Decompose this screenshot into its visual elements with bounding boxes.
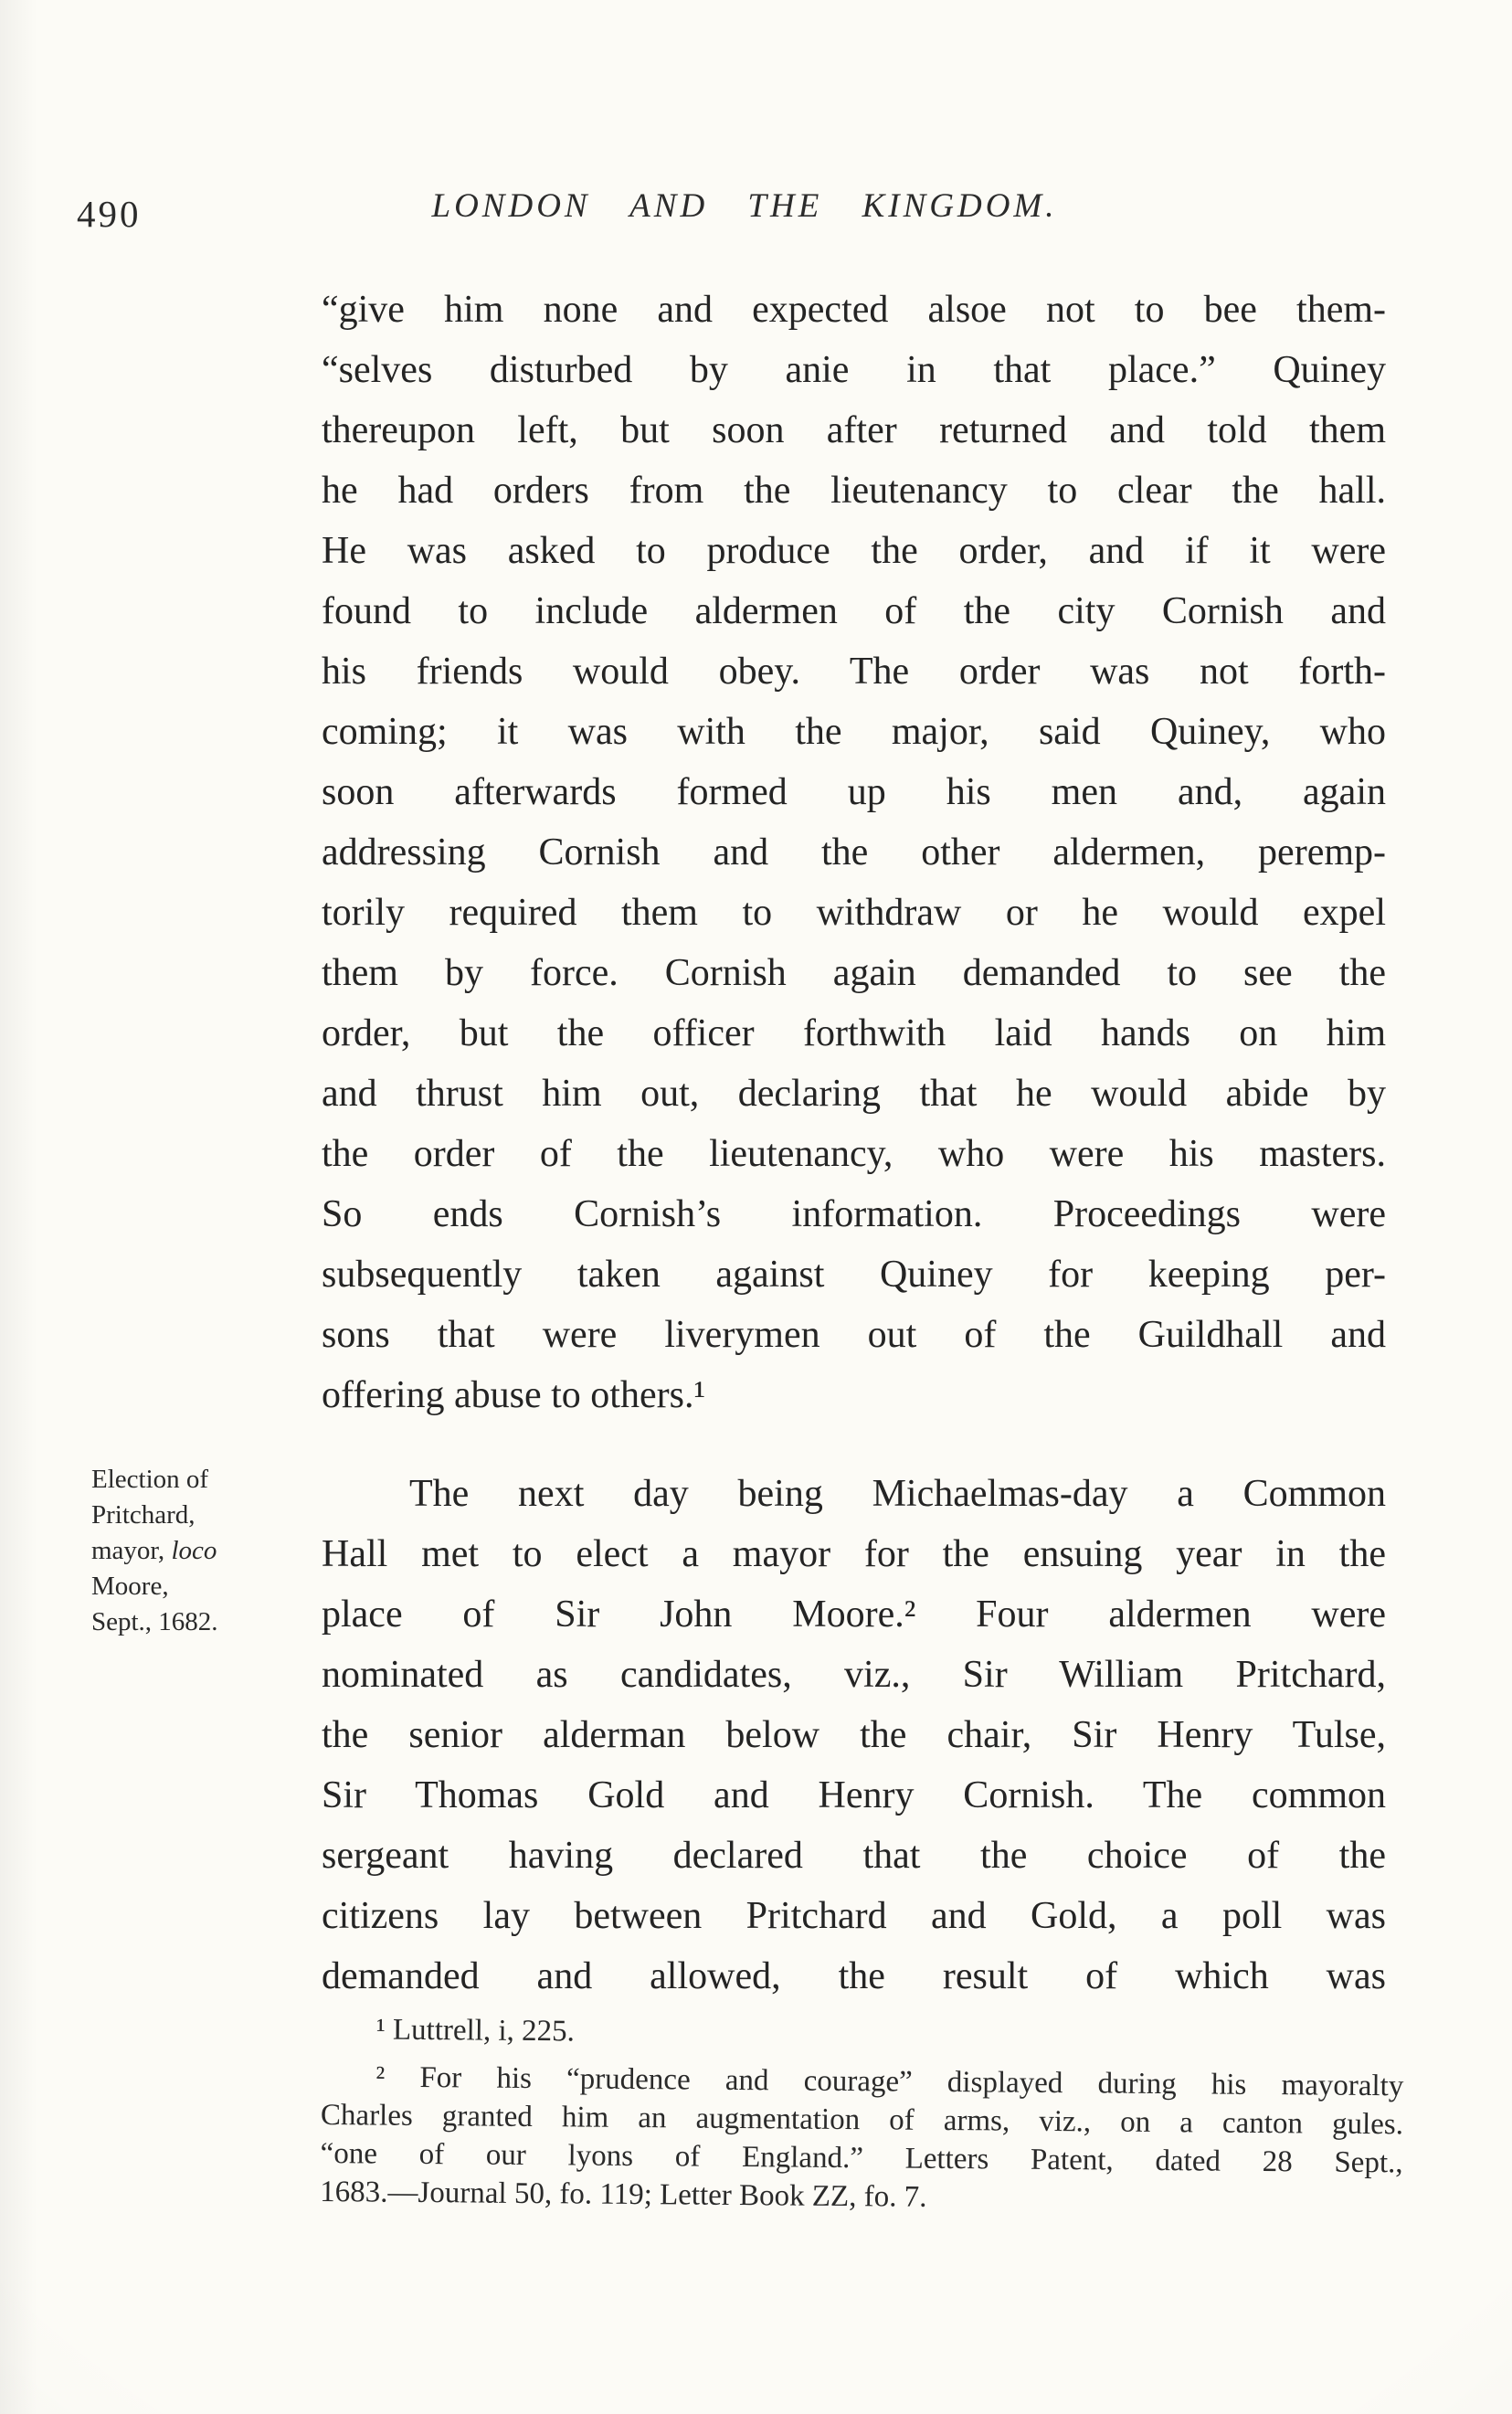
text-line: “give him none and expected alsoe not to bee them- (322, 289, 1386, 331)
text-line: thereupon left, but soon after returned and told them (322, 409, 1386, 451)
text-line: and thrust him out, declaring that he would abide by (322, 1073, 1386, 1115)
text-line: “one of our lyons of England.” Letters Patent, dated 28 Sept., (320, 2136, 1403, 2180)
paragraph (322, 280, 1386, 1425)
text-line: them by force. Cornish again demanded to see the (322, 952, 1386, 994)
margin-note-line: Moore, (91, 1572, 169, 1601)
margin-note-text-italic: loco (171, 1536, 217, 1565)
text-line: the order of the lieutenancy, who were his masters. (322, 1133, 1386, 1175)
text-line: nominated as candidates, viz., Sir William Pritchard, (322, 1654, 1386, 1696)
margin-note-text: mayor, (91, 1536, 172, 1565)
text-line: citizens lay between Pritchard and Gold, a poll was (322, 1895, 1386, 1937)
text-line: torily required them to withdraw or he would expel (322, 892, 1386, 934)
text-line: coming; it was with the major, said Quiney, who (322, 711, 1386, 753)
margin-note-line (91, 1533, 333, 1569)
margin-note-line: Sept., 1682. (91, 1607, 218, 1636)
text-line: sergeant having declared that the choice of the (322, 1835, 1386, 1877)
body-text (322, 280, 1386, 2006)
text-line: 1683.—Journal 50, fo. 119; Letter Book ZZ, fo. 7. (320, 2175, 927, 2214)
text-line: the senior alderman below the chair, Sir Henry Tulse, (322, 1714, 1386, 1756)
paragraph (322, 2010, 1404, 2058)
text-line: demanded and allowed, the result of which was (322, 1955, 1386, 1997)
text-line: “selves disturbed by anie in that place.” Quiney (322, 349, 1386, 391)
text-line: found to include aldermen of the city Cornish and (322, 590, 1386, 632)
page-number: 490 (77, 193, 142, 235)
text-line: addressing Cornish and the other aldermen, peremp- (322, 831, 1386, 873)
margin-note-line: Pritchard, (91, 1500, 196, 1530)
text-line: He was asked to produce the order, and if it were (322, 530, 1386, 572)
text-line: offering abuse to others.¹ (322, 1374, 706, 1416)
text-line: subsequently taken against Quiney for keeping per- (322, 1254, 1386, 1296)
text-line: Sir Thomas Gold and Henry Cornish. The common (322, 1774, 1386, 1816)
text-line: Hall met to elect a mayor for the ensuing year in the (322, 1533, 1386, 1575)
text-line: Charles granted him an augmentation of arms, viz., on a canton gules. (320, 2098, 1404, 2142)
text-line: order, but the officer forthwith laid hands on him (322, 1012, 1386, 1054)
text-line: sons that were liverymen out of the Guildhall and (322, 1314, 1386, 1356)
text-line: soon afterwards formed up his men and, again (322, 771, 1386, 813)
text-line: ¹ Luttrell, i, 225. (375, 2013, 575, 2049)
paragraph (320, 2058, 1403, 2220)
paragraph (322, 1464, 1386, 2006)
margin-note-line: Election of (91, 1465, 209, 1494)
text-line: he had orders from the lieutenancy to clear the hall. (322, 470, 1386, 512)
text-line: The next day being Michaelmas-day a Common (409, 1473, 1386, 1515)
text-line: his friends would obey. The order was not forth- (322, 651, 1386, 693)
text-line: place of Sir John Moore.² Four aldermen were (322, 1593, 1386, 1636)
running-title: LONDON AND THE KINGDOM. (431, 187, 1058, 225)
margin-note (91, 1462, 333, 1640)
text-line: So ends Cornish’s information. Proceedings were (322, 1193, 1386, 1235)
text-line: ² For his “prudence and courage” displayed during his mayoralty (375, 2060, 1404, 2103)
footnotes-section (320, 2010, 1404, 2220)
